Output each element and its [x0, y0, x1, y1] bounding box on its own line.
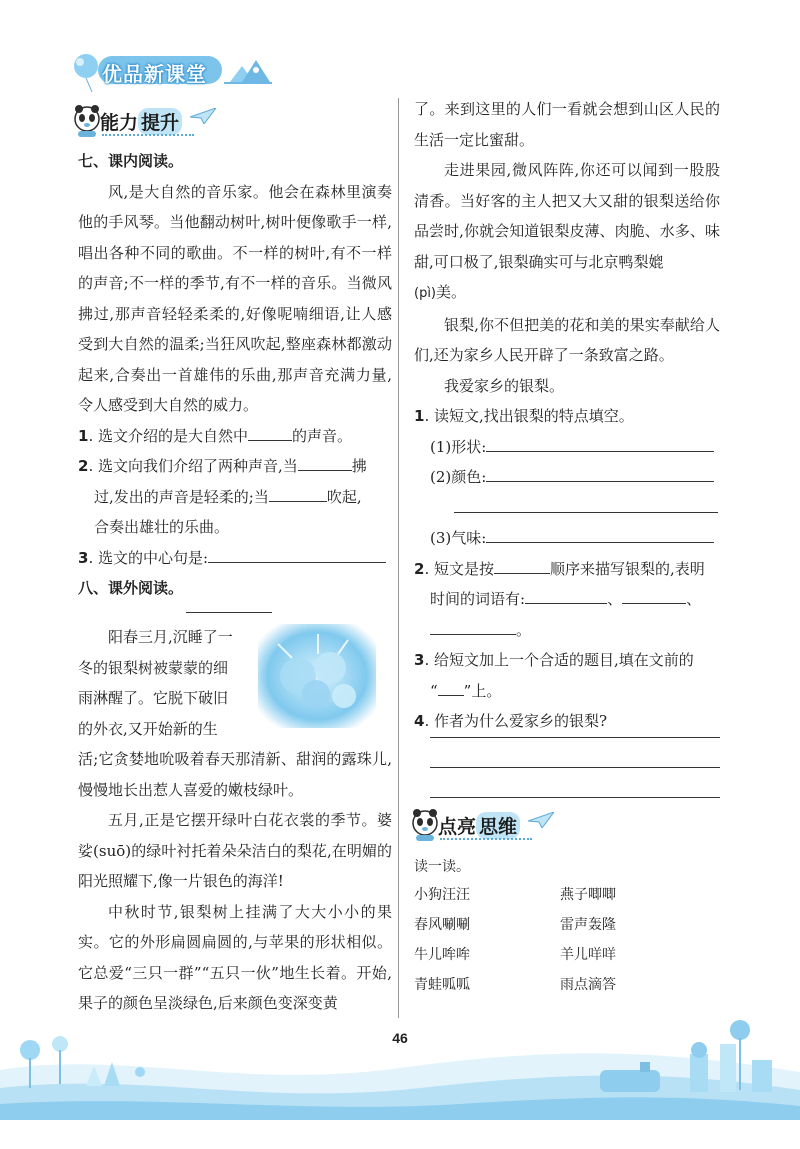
page-number: 46 [392, 1030, 408, 1046]
word-row: 小狗汪汪 燕子唧唧 [414, 887, 616, 903]
passage-love: 我爱家乡的银梨。 [444, 376, 565, 395]
title-underline [102, 134, 194, 136]
passage-wind: 风,是大自然的音乐家。他会在森林里演奏他的手风琴。当他翻动树叶,树叶便像歌手一样,唱出各种不同的歌曲。不一样的树叶,有不一样的声音;不一样的季节,有不一样的音乐。当微风拂过,那声音轻轻柔柔的,好像呢喃细语,让人感受到大自然的温柔;当狂风吹起,整座森林都激动起来,合奏出一首雄伟的乐曲,那声音充满力量,令人感受到大自然的威力。 [78, 182, 392, 414]
title-highlight: 提升 [138, 108, 182, 135]
title-highlight: 思维 [476, 812, 520, 839]
r-q3: 3. 给短文加上一个合适的题目,填在文前的 [414, 651, 694, 669]
passage-title-blank[interactable] [186, 612, 272, 613]
r-q2-end: 。 [414, 615, 720, 646]
r-q1-color-line2[interactable] [414, 493, 720, 524]
section-title-ability [72, 104, 222, 140]
paper-plane-icon [528, 812, 554, 828]
answer-line-2[interactable] [430, 767, 720, 768]
answer-line-1[interactable] [430, 737, 720, 738]
passage-pear-rest: 活;它贪婪地吮吸着春天那清新、甜润的露珠儿,慢慢地长出惹人喜爱的嫩枝绿叶。 [78, 750, 392, 799]
read-label: 读一读。 [414, 859, 470, 875]
left-column [78, 146, 392, 604]
left-column-lower [78, 744, 392, 1019]
brand-logo [72, 52, 272, 92]
word-list [414, 884, 714, 1004]
answer-line-3[interactable] [430, 797, 720, 798]
q7-2-end: 合奏出雄壮的乐曲。 [94, 518, 230, 536]
q7-heading: 七、课内阅读。 [78, 152, 184, 170]
r-q3-cont: “ ”上。 [414, 676, 720, 707]
section-title-ability-text [100, 108, 182, 135]
pear-tree-illustration [258, 624, 376, 728]
q8-heading: 八、课外阅读。 [78, 579, 184, 597]
word-row: 春风唰唰 雷声轰隆 [414, 917, 616, 933]
brand-text: 优品新课堂 [102, 62, 207, 86]
title-underline [440, 838, 532, 840]
r-q1-shape: (1)形状: [414, 432, 720, 463]
q7-3: 3. 选文的中心句是: [78, 543, 392, 574]
r-q1-color: (2)颜色: [414, 462, 720, 493]
right-column [414, 94, 720, 737]
r-q2: 2. 短文是按 顺序来描写银梨的,表明 [414, 554, 720, 585]
word-row: 牛儿哞哞 羊儿咩咩 [414, 947, 616, 963]
title-main: 点亮 [438, 816, 477, 838]
word-row: 青蛙呱呱 雨点滴答 [414, 977, 616, 993]
paper-plane-icon [190, 108, 216, 124]
passage-autumn: 中秋时节,银梨树上挂满了大大小小的果实。它的外形扁圆扁圆的,与苹果的形状相似。它总爱“三只一群”“五只一伙”地生长着。开始,果子的颜色呈淡绿色,后来颜色变深变黄 [78, 902, 392, 1012]
title-main: 能力 [100, 112, 139, 134]
section-title-thinking [410, 808, 560, 844]
panda-icon [410, 808, 440, 842]
r-q4: 4. 作者为什么爱家乡的银梨? [414, 712, 608, 730]
r-q1: 1. 读短文,找出银梨的特点填空。 [414, 407, 634, 425]
passage-may: 五月,正是它摆开绿叶白花衣裳的季节。婆娑(suō)的绿叶衬托着朵朵洁白的梨花,在明媚的阳光照耀下,像一片银色的海洋! [78, 811, 392, 890]
q7-2: 2. 选文向我们介绍了两种声音,当 拂 [78, 451, 392, 482]
panda-icon [72, 104, 102, 138]
passage-orchard: 走进果园,微风阵阵,你还可以闻到一股股清香。当好客的主人把又大又甜的银梨送给你品尝时,你就会知道银梨皮薄、肉脆、水多、味甜,可口极了,银梨确实可与北京鸭梨媲 (pì)美。 [414, 161, 720, 301]
passage-dedication: 银梨,你不但把美的花和美的果实奉献给人们,还为家乡人民开辟了一条致富之路。 [414, 315, 720, 364]
section-title-thinking-text [438, 812, 520, 839]
footer-decoration [0, 1010, 800, 1120]
passage-cont: 了。来到这里的人们一看就会想到山区人民的生活一定比蜜甜。 [414, 100, 720, 149]
q7-1: 1. 选文介绍的是大自然中 的声音。 [78, 421, 392, 452]
r-q2-cont: 时间的词语有: 、 、 [414, 584, 720, 615]
q7-2-cont: 过,发出的声音是轻柔的;当 吹起, [78, 482, 392, 513]
column-divider [398, 98, 399, 1018]
passage-pear-intro: 阳春三月,沉睡了一 冬的银梨树被蒙蒙的细 雨淋醒了。它脱下破旧 的外衣,又开始新的生 [78, 628, 233, 738]
r-q1-smell: (3)气味: [414, 523, 720, 554]
